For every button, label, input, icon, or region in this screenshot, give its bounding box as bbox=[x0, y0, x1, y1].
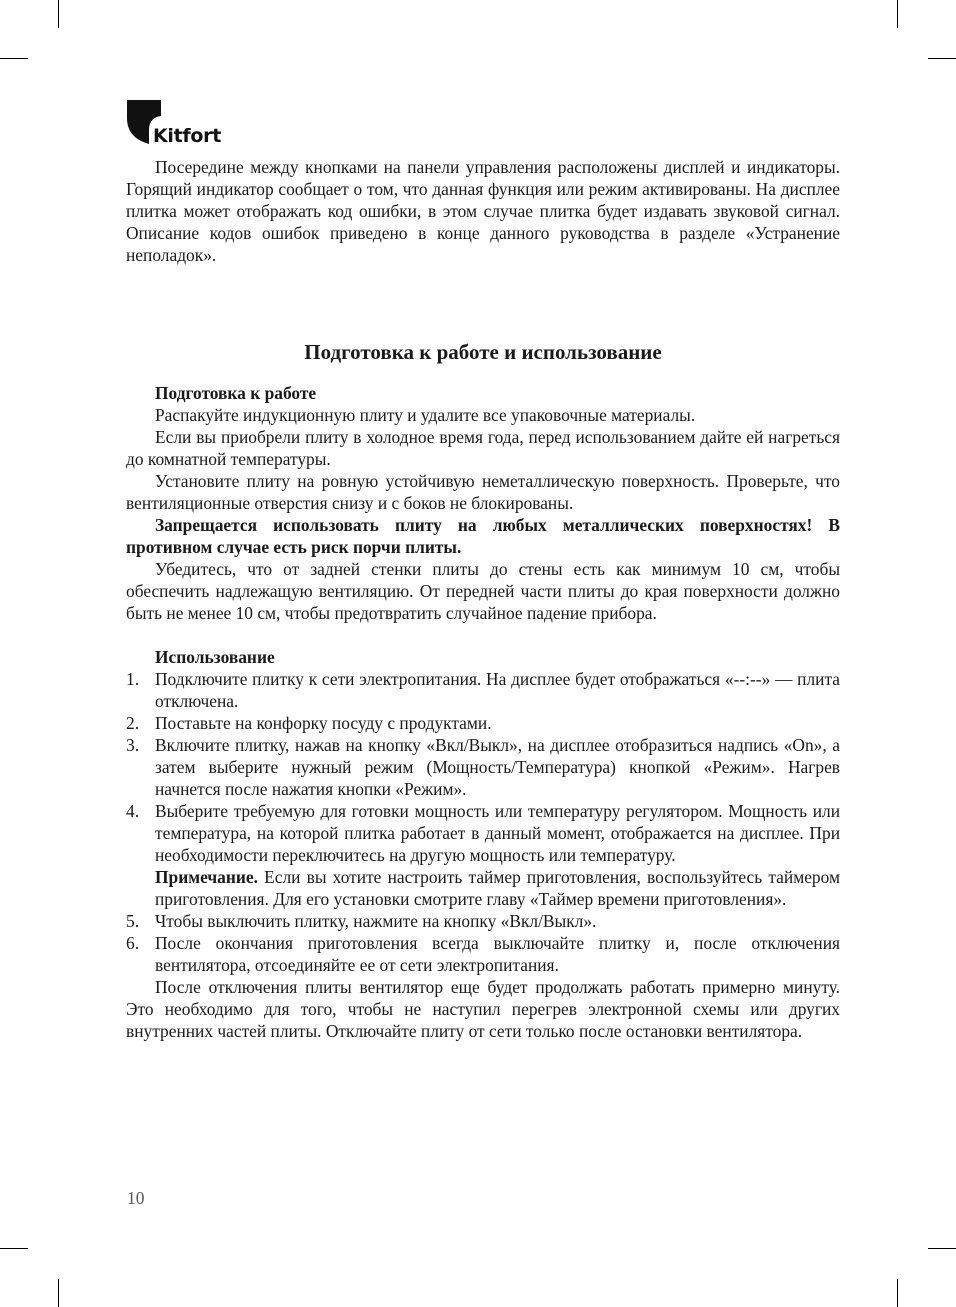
note-label: Примечание. bbox=[155, 867, 258, 887]
prep-paragraph: Если вы приобрели плиту в холодное время года, перед использованием дайте ей нагреться до комнатной температуры. bbox=[126, 427, 840, 469]
closing-paragraph: После отключения плиты вентилятор еще будет продолжать работать примерно минуту. Это необходимо для того, чтобы не наступил перегрев электронной схемы или других внутренних частей плиты. Отключайте плиту от сети только после остановки вентилятора. bbox=[126, 977, 840, 1041]
step-text: Выберите требуемую для готовки мощность или температуру регулятором. Мощность или температура, на которой плитка работает в данный момент, отображается на дисплее. При необходимости переключитесь на другую мощность или температуру. bbox=[155, 801, 840, 865]
step-number: 1. bbox=[126, 669, 140, 689]
prep-paragraph: Установите плиту на ровную устойчивую неметаллическую поверхность. Проверьте, что вентиляционные отверстия снизу и с боков не блокированы. bbox=[126, 471, 840, 513]
note-text: Если вы хотите настроить таймер приготовления, воспользуйтесь таймером приготовления. Для его установки смотрите главу «Таймер времени приготовления». bbox=[155, 867, 840, 909]
step-number: 2. bbox=[126, 713, 140, 733]
list-item bbox=[126, 712, 840, 734]
logo-text: Kitfort bbox=[153, 125, 221, 147]
intro-paragraph: Посередине между кнопками на панели управления расположены дисплей и индикаторы. Горящий индикатор сообщает о том, что данная функция или режим активированы. На дисплее плитка может отображать код ошибки, в этом случае плитка будет издавать звуковой сигнал. Описание кодов ошибок приведено в конце данного руководства в разделе «Устранение неполадок». bbox=[126, 157, 840, 265]
step-text: Чтобы выключить плитку, нажмите на кнопку «Вкл/Выкл». bbox=[155, 911, 597, 931]
step-number: 6. bbox=[126, 933, 140, 953]
step-text: После окончания приготовления всегда выключайте плитку и, после отключения вентилятора, отсоединяйте ее от сети электропитания. bbox=[155, 933, 840, 975]
crop-mark bbox=[897, 1279, 898, 1307]
crop-mark bbox=[58, 0, 59, 28]
crop-mark bbox=[58, 1279, 59, 1307]
warning-paragraph: Запрещается использовать плиту на любых металлических поверхностях! В противном случае есть риск порчи плиты. bbox=[126, 515, 840, 557]
step-number: 5. bbox=[126, 911, 140, 931]
list-item bbox=[126, 932, 840, 976]
section-title: Подготовка к работе и использование bbox=[304, 340, 662, 364]
step-text: Подключите плитку к сети электропитания. На дисплее будет отображаться «--:--» — плита отключена. bbox=[155, 669, 840, 711]
page-number: 10 bbox=[127, 1188, 145, 1208]
step-text: Включите плитку, нажав на кнопку «Вкл/Выкл», на дисплее отобразиться надпись «On», а затем выберите нужный режим (Мощность/Температура) кнопкой «Режим». Нагрев начнется после нажатия кнопки «Режим». bbox=[155, 735, 840, 799]
list-item bbox=[126, 668, 840, 712]
crop-mark bbox=[928, 1248, 956, 1249]
crop-mark bbox=[0, 58, 28, 59]
crop-mark bbox=[928, 58, 956, 59]
usage-steps-list bbox=[126, 668, 840, 976]
crop-mark bbox=[0, 1248, 28, 1249]
prep-paragraph: Распакуйте индукционную плиту и удалите все упаковочные материалы. bbox=[155, 405, 696, 425]
list-item bbox=[126, 910, 840, 932]
list-item bbox=[126, 800, 840, 910]
step-number: 4. bbox=[126, 801, 140, 821]
step-number: 3. bbox=[126, 735, 140, 755]
prep-title: Подготовка к работе bbox=[155, 383, 317, 403]
note-paragraph bbox=[155, 866, 840, 910]
kitfort-logo bbox=[127, 100, 227, 150]
step-text: Поставьте на конфорку посуду с продуктами. bbox=[155, 713, 492, 733]
list-item bbox=[126, 734, 840, 800]
usage-title: Использование bbox=[155, 647, 275, 667]
crop-mark bbox=[897, 0, 898, 28]
prep-paragraph: Убедитесь, что от задней стенки плиты до стены есть как минимум 10 см, чтобы обеспечить надлежащую вентиляцию. От передней части плиты до края поверхности должно быть не менее 10 см, чтобы предотвратить случайное падение прибора. bbox=[126, 559, 840, 623]
page-content bbox=[126, 156, 840, 1042]
